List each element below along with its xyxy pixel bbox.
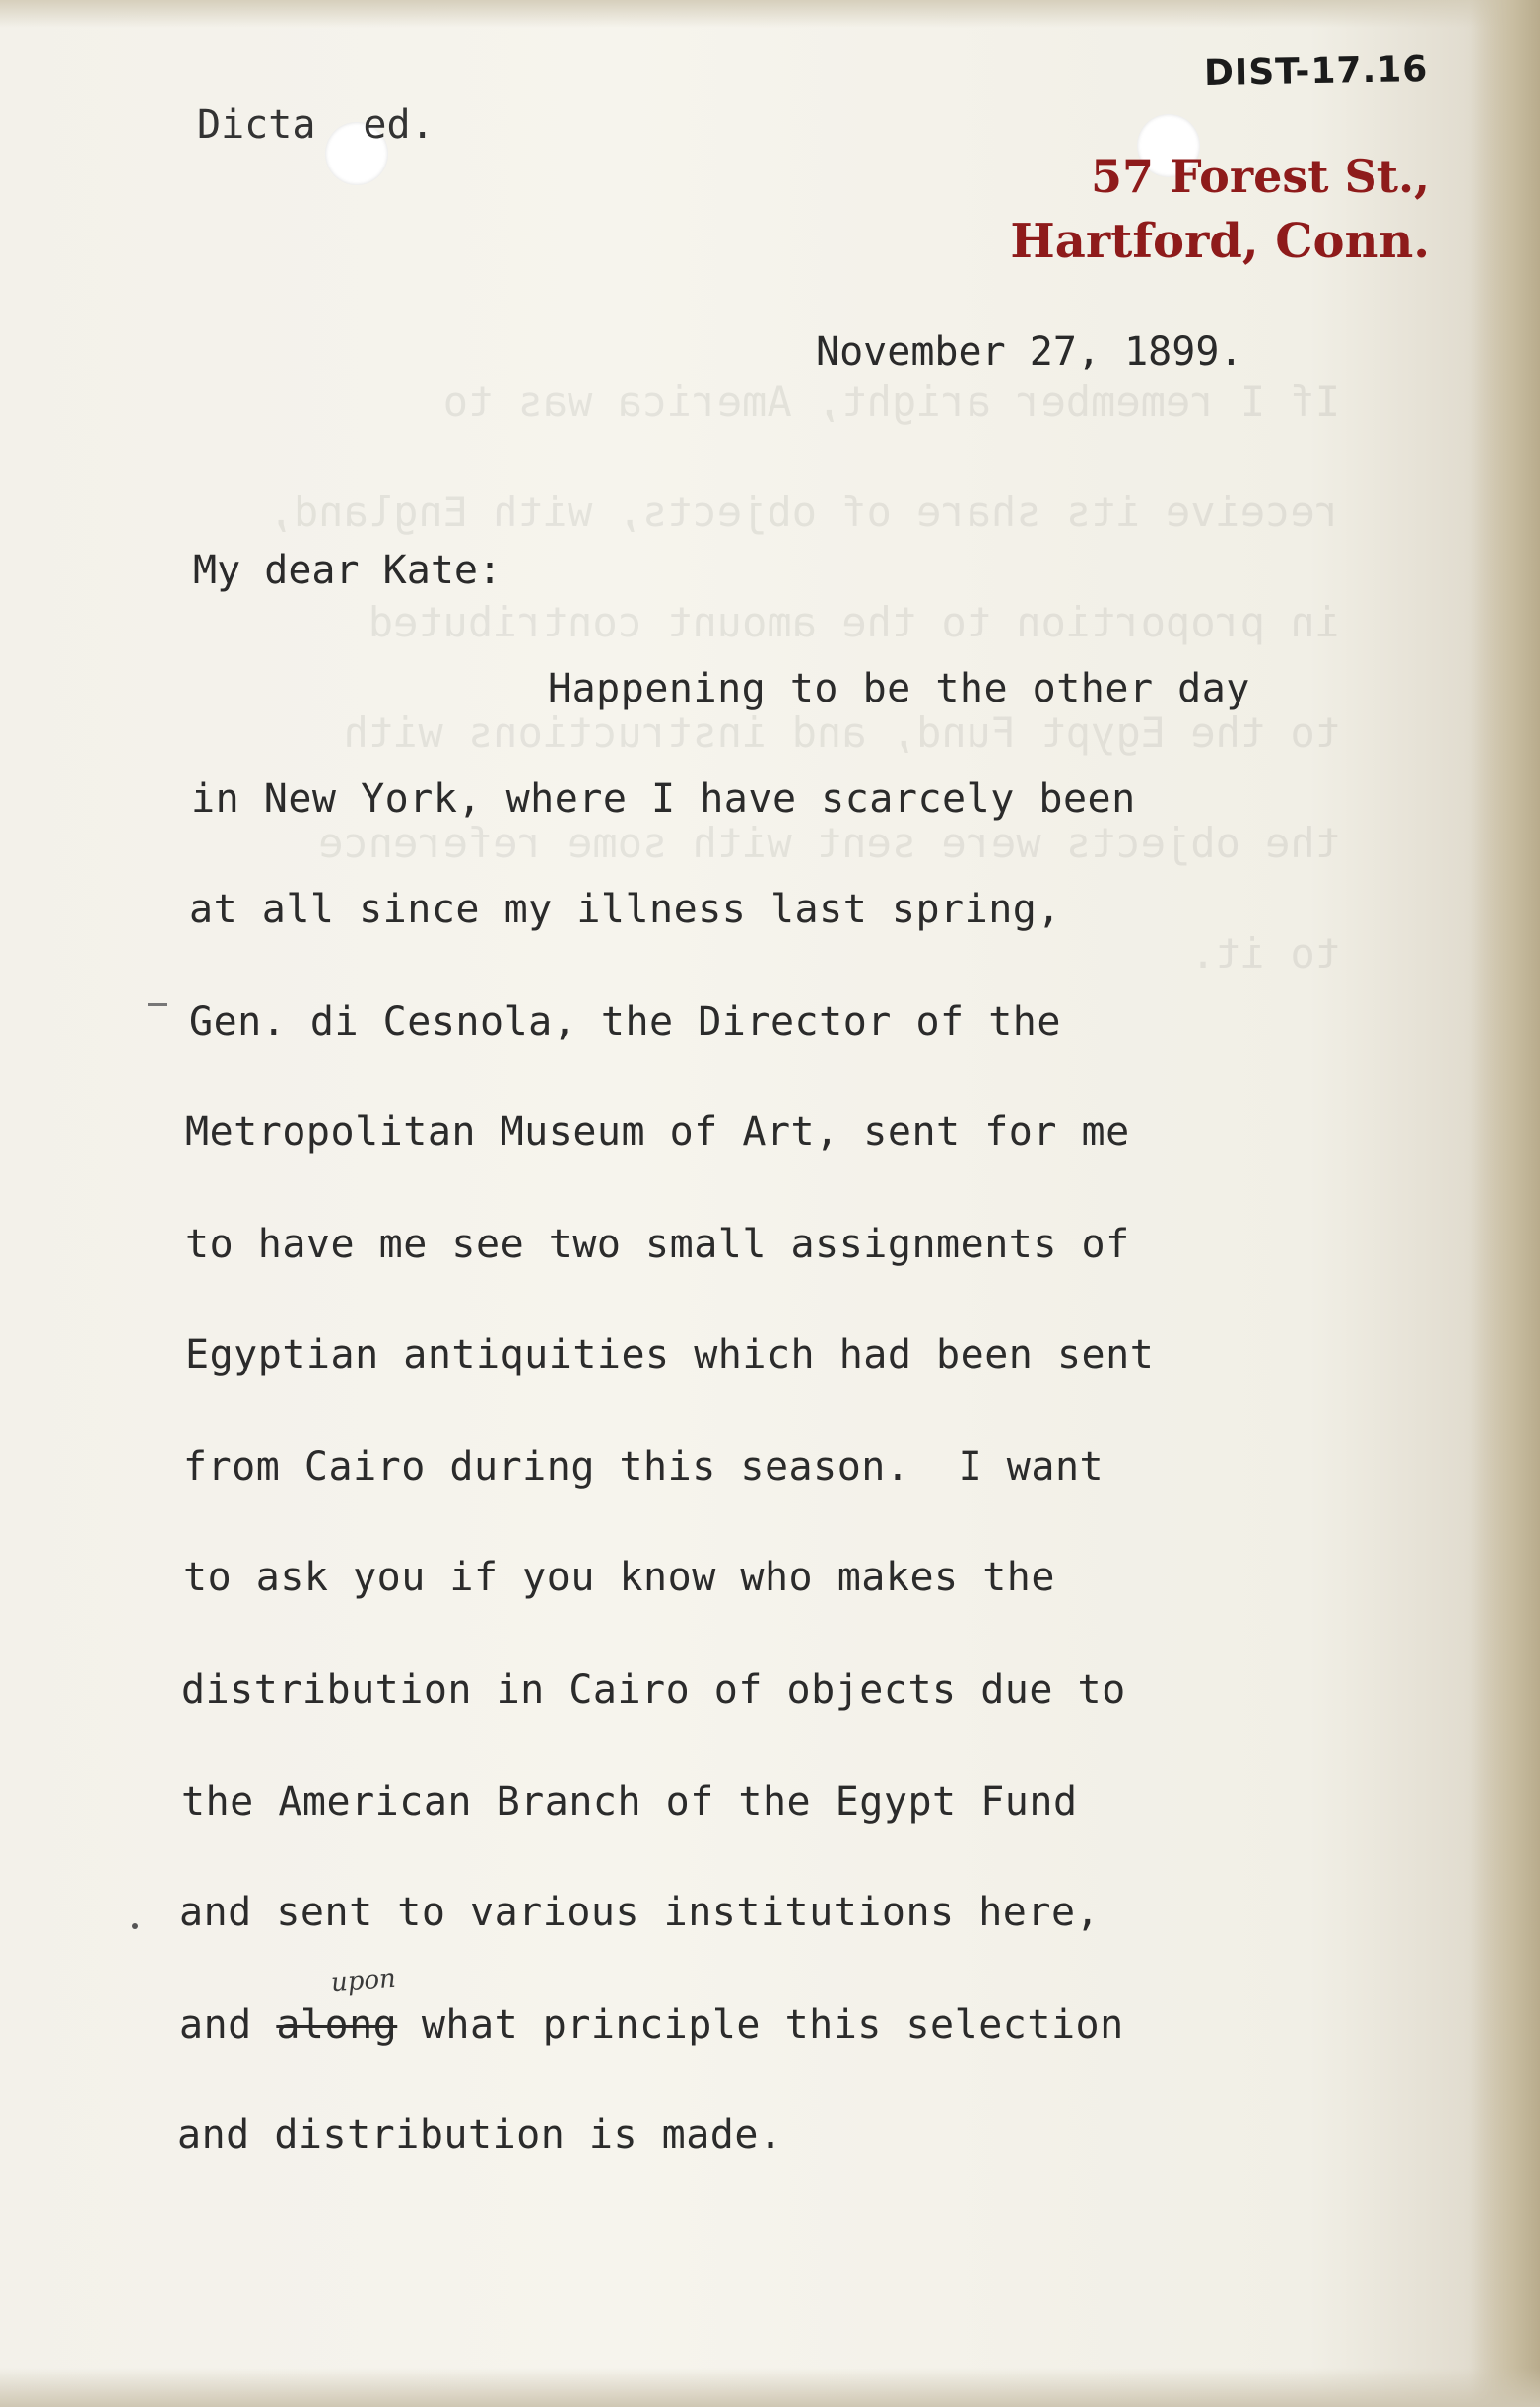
body-line-final: and distribution is made. xyxy=(177,2112,783,2158)
letterhead xyxy=(1010,144,1430,274)
archive-number: DIST-17.16 xyxy=(1203,49,1429,94)
body-line: distribution in Cairo of objects due to xyxy=(181,1667,1126,1712)
handwritten-insert: upon xyxy=(330,1964,397,1999)
dictated-note xyxy=(197,102,435,148)
letterhead-address: 57 Forest St., xyxy=(1090,150,1430,203)
margin-dot xyxy=(132,1923,138,1929)
body-line: Gen. di Cesnola, the Director of the xyxy=(189,999,1061,1044)
correction-prefix: and xyxy=(179,2002,277,2047)
correction-suffix: what principle this selection xyxy=(397,2002,1124,2047)
body-line: in New York, where I have scarcely been xyxy=(191,776,1136,822)
struck-word: along xyxy=(276,2002,398,2047)
reverse-side-show-through: If I remember aright, America was to receive its share of objects, with England, in proportion to the amount contributed to the Egypt Fund, and instructions with the objects were sent with some reference to it. xyxy=(268,377,1340,977)
paper-top-edge xyxy=(0,0,1540,28)
salutation: My dear Kate: xyxy=(193,548,502,593)
body-line: Happening to be the other day xyxy=(548,666,1250,711)
body-line: to ask you if you know who makes the xyxy=(183,1555,1055,1600)
body-line: at all since my illness last spring, xyxy=(189,887,1061,932)
body-line: Metropolitan Museum of Art, sent for me xyxy=(185,1109,1130,1155)
paper-bottom-edge xyxy=(0,2368,1540,2407)
body-line: Egyptian antiquities which had been sent xyxy=(185,1332,1155,1377)
body-line: from Cairo during this season. I want xyxy=(183,1444,1105,1490)
letter-date: November 27, 1899. xyxy=(816,329,1243,374)
body-line: the American Branch of the Egypt Fund xyxy=(181,1779,1078,1825)
body-line: to have me see two small assignments of xyxy=(185,1222,1130,1267)
paper-right-edge xyxy=(1471,0,1540,2407)
margin-mark xyxy=(148,1003,167,1006)
letterhead-city: Hartford, Conn. xyxy=(1010,214,1430,269)
dictated-note-start: Dicta xyxy=(197,102,316,148)
dictated-note-end: ed. xyxy=(363,102,435,148)
body-line: and sent to various institutions here, xyxy=(179,1890,1101,1935)
body-line-with-correction xyxy=(179,2002,1124,2047)
